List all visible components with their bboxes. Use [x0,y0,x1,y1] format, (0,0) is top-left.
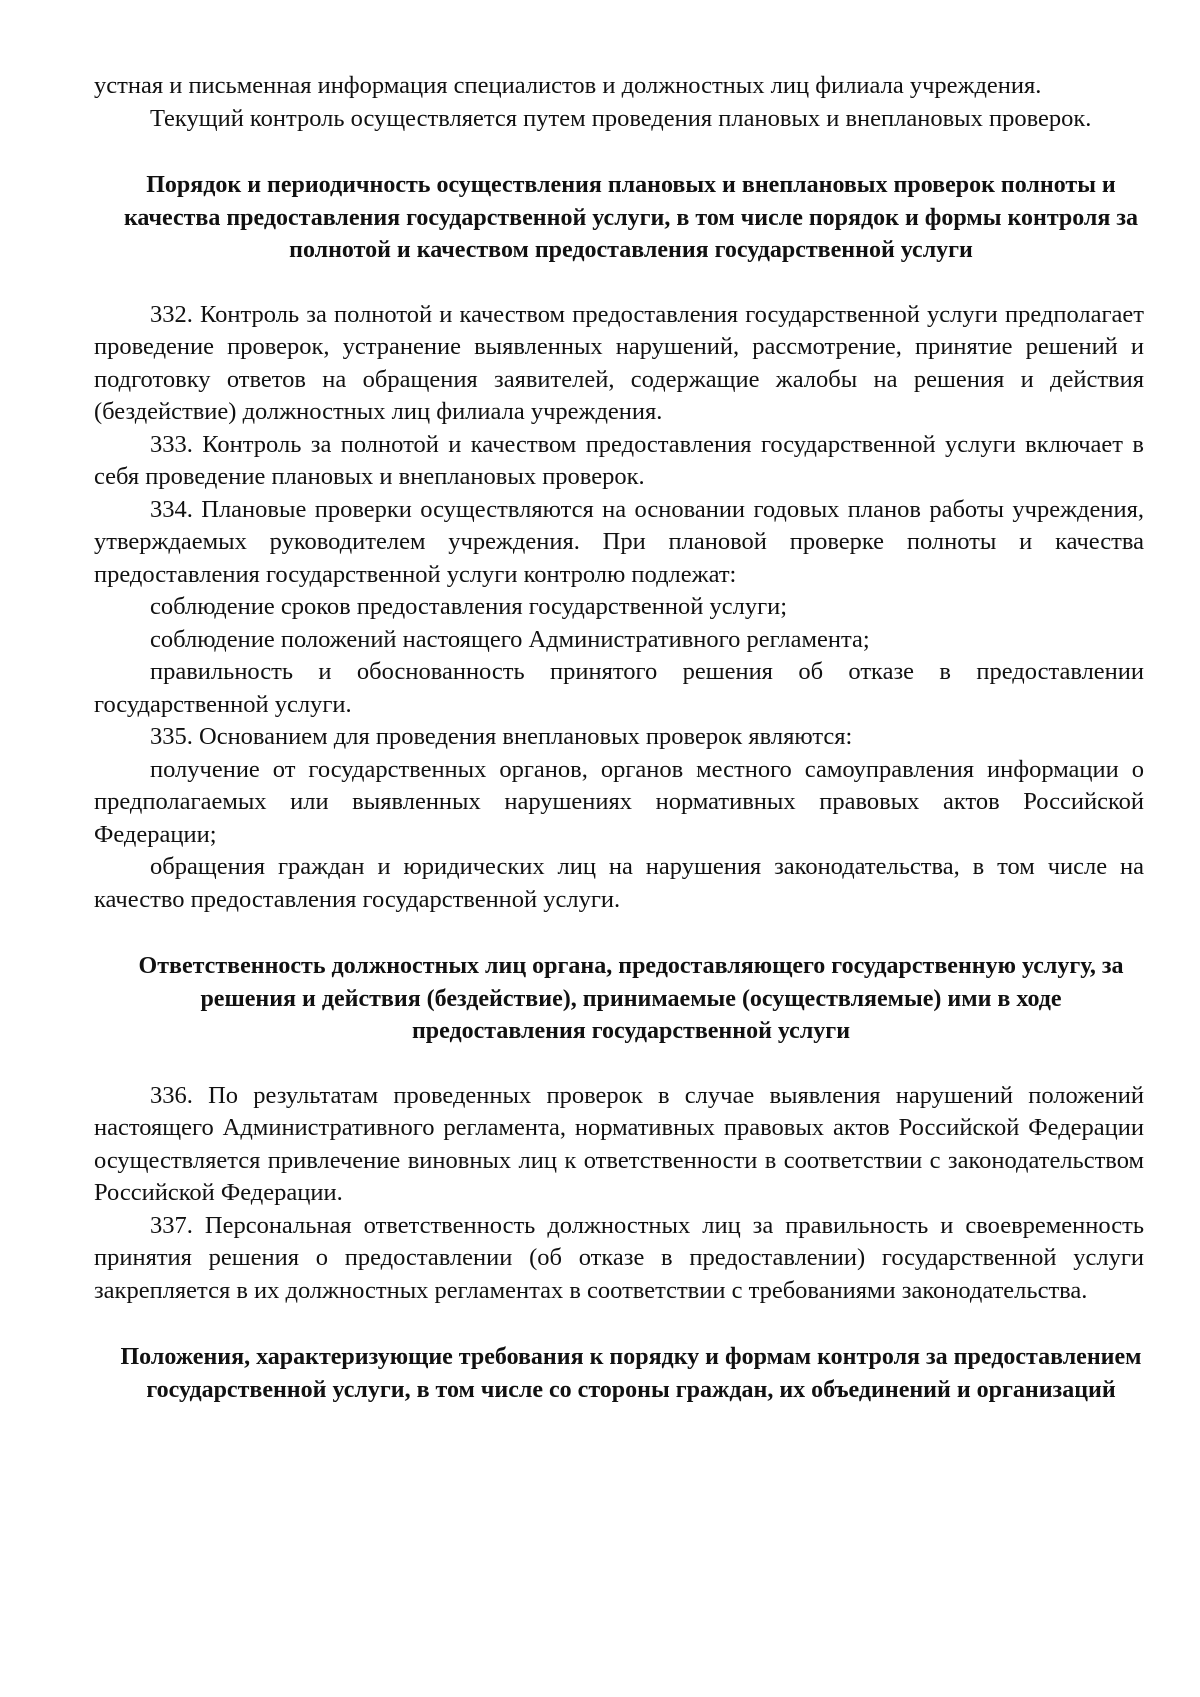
clause-336: 336. По результатам проведенных проверок в случае выявления нарушений положений настоящего Административного регламента, нормативных правовых актов Российской Федерации осуществляется привлечение виновных лиц к ответственности в соответствии с законодательством Российской Федерации. [94,1081,1144,1206]
clause-335-item-2: обращения граждан и юридических лиц на нарушения законодательства, в том числе на качество предоставления государственной услуги. [94,853,1144,913]
clause-337: 337. Персональная ответственность должностных лиц за правильность и своевременность принятия решения о предоставлении (об отказе в предоставлении) государственной услуги закрепляется в их должностных регламентах в соответствии с требованиями законодательства. [94,1211,1144,1304]
section-heading-control-requirements: Положения, характеризующие требования к порядку и формам контроля за предоставлением государственной услуги, в том числе со стороны граждан, их объединений и организаций [120,1344,1142,1403]
clause-335: 335. Основанием для проведения внеплановых проверок являются: [150,723,853,750]
clause-334-item-1: соблюдение сроков предоставления государственной услуги; [150,593,788,620]
document-page [94,70,1144,1406]
clause-334: 334. Плановые проверки осуществляются на основании годовых планов работы учреждения, утверждаемых руководителем учреждения. При плановой проверке полноты и качества предоставления государственной услуги контролю подлежат: [94,495,1144,588]
intro-paragraph-1: устная и письменная информация специалистов и должностных лиц филиала учреждения. [94,72,1042,99]
intro-paragraph-2: Текущий контроль осуществляется путем проведения плановых и внеплановых проверок. [150,104,1092,132]
clause-333: 333. Контроль за полнотой и качеством предоставления государственной услуги включает в себя проведение плановых и внеплановых проверок. [94,430,1144,490]
section-heading-inspections: Порядок и периодичность осуществления плановых и внеплановых проверок полноты и качества предоставления государственной услуги, в том числе порядок и формы контроля за полнотой и качеством предоставления государственной услуги [123,172,1139,263]
clause-334-item-3: правильность и обоснованность принятого решения об отказе в предоставлении государственной услуги. [94,658,1144,718]
clause-335-item-1: получение от государственных органов, органов местного самоуправления информации о предполагаемых или выявленных нарушениях нормативных правовых актов Российской Федерации; [94,755,1144,848]
clause-334-item-2: соблюдение положений настоящего Административного регламента; [150,625,870,653]
section-heading-responsibility: Ответственность должностных лиц органа, предоставляющего государственную услугу, за решения и действия (бездействие), принимаемые (осуществляемые) ими в ходе предоставления государственной услуги [138,953,1124,1044]
clause-332: 332. Контроль за полнотой и качеством предоставления государственной услуги предполагает проведение проверок, устранение выявленных нарушений, рассмотрение, принятие решений и подготовку ответов на обращения заявителей, содержащие жалобы на решения и действия (бездействие) должностных лиц филиала учреждения. [94,300,1144,425]
